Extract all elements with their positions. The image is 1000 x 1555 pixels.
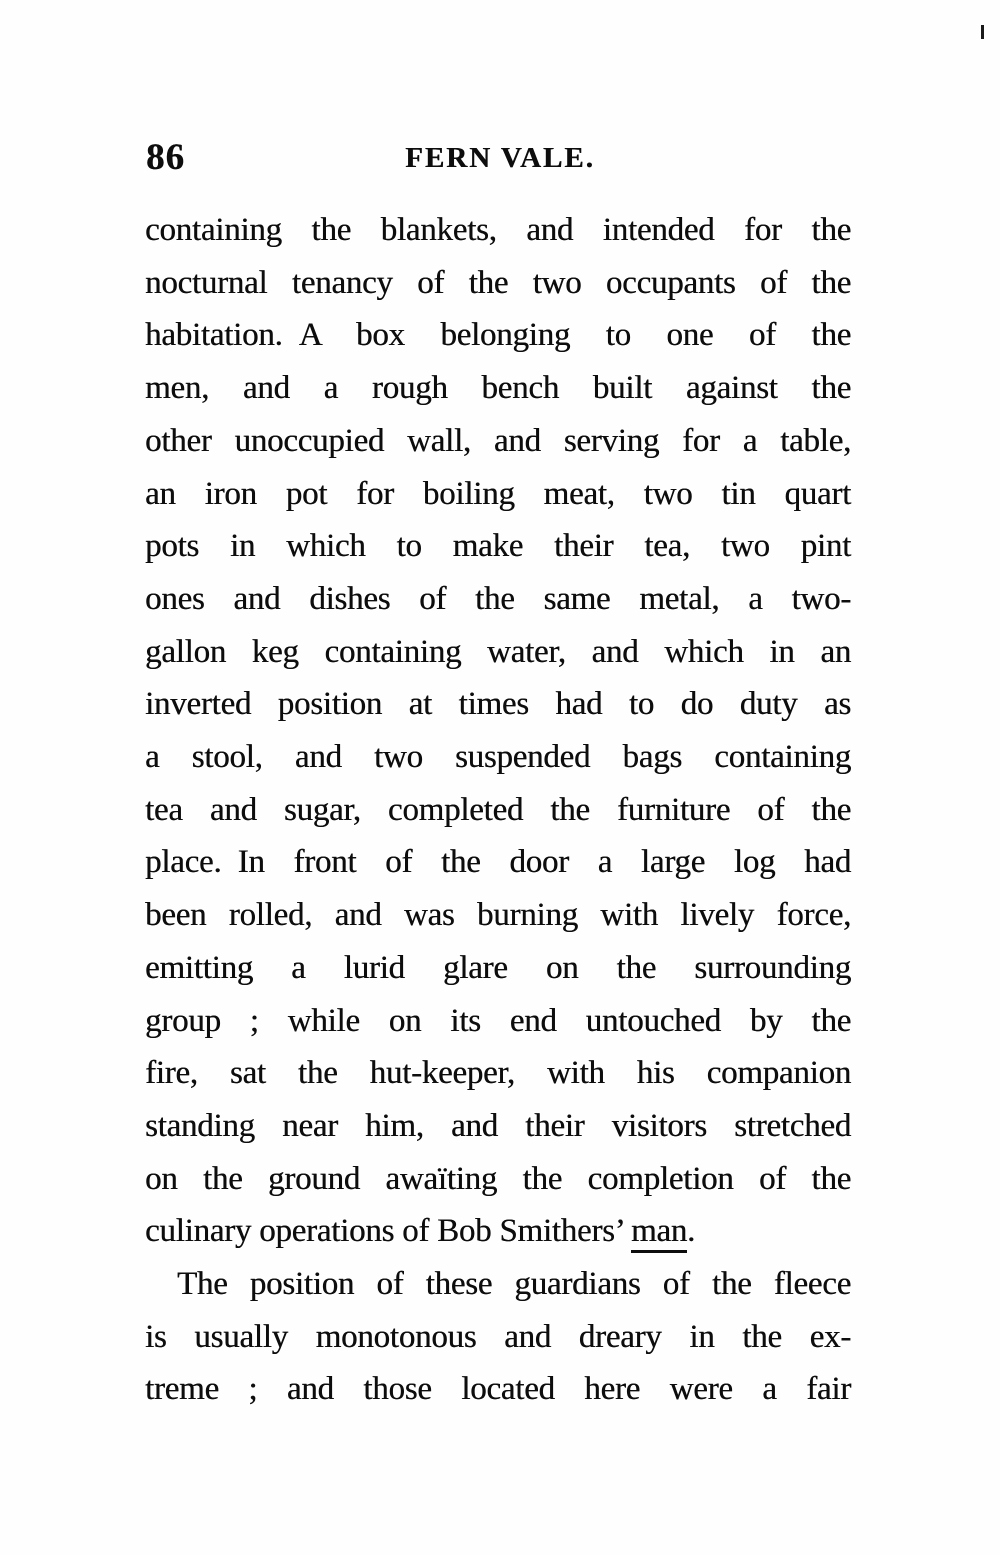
text-line: been rolled, and was burning with lively force,: [145, 897, 851, 934]
body-text: [145, 204, 851, 1416]
text-line: an iron pot for boiling meat, two tin quart: [145, 475, 851, 512]
text-line: fire, sat the hut-keeper, with his companion: [145, 1055, 851, 1092]
text-line: standing near him, and their visitors stretched: [145, 1107, 851, 1144]
page-number: 86: [146, 137, 185, 178]
text-line: men, and a rough bench built against the: [145, 370, 851, 407]
text-line: The position of these guardians of the fleece: [177, 1266, 851, 1303]
running-title: FERN VALE.: [405, 142, 595, 174]
text-line: place. In front of the door a large log had: [145, 844, 851, 881]
text-line: inverted position at times had to do duty as: [145, 686, 851, 723]
underlined-word: man: [631, 1213, 687, 1253]
text-line: other unoccupied wall, and serving for a table,: [145, 422, 851, 459]
text-segment: .: [687, 1213, 696, 1250]
text-line: is usually monotonous and dreary in the ex-: [145, 1318, 851, 1355]
text-line: ones and dishes of the same metal, a two-: [145, 580, 851, 617]
text-line: group ; while on its end untouched by the: [145, 1002, 851, 1039]
text-line: containing the blankets, and intended for the: [145, 212, 851, 248]
scan-artifact-mark: [981, 25, 984, 39]
text-line: treme ; and those located here were a fair: [145, 1371, 851, 1408]
text-line: tea and sugar, completed the furniture of the: [145, 791, 851, 828]
text-line: on the ground awaïting the completion of the: [145, 1160, 851, 1197]
text-line: habitation. A box belonging to one of the: [145, 317, 851, 354]
text-line: emitting a lurid glare on the surrounding: [145, 949, 851, 986]
text-line: nocturnal tenancy of the two occupants of the: [145, 264, 851, 301]
text-segment: culinary operations of Bob Smithers’: [145, 1213, 631, 1250]
text-line: a stool, and two suspended bags containing: [145, 739, 851, 776]
text-line: [145, 1205, 851, 1258]
text-line: pots in which to make their tea, two pint: [145, 528, 851, 565]
text-line: gallon keg containing water, and which in an: [145, 633, 851, 670]
